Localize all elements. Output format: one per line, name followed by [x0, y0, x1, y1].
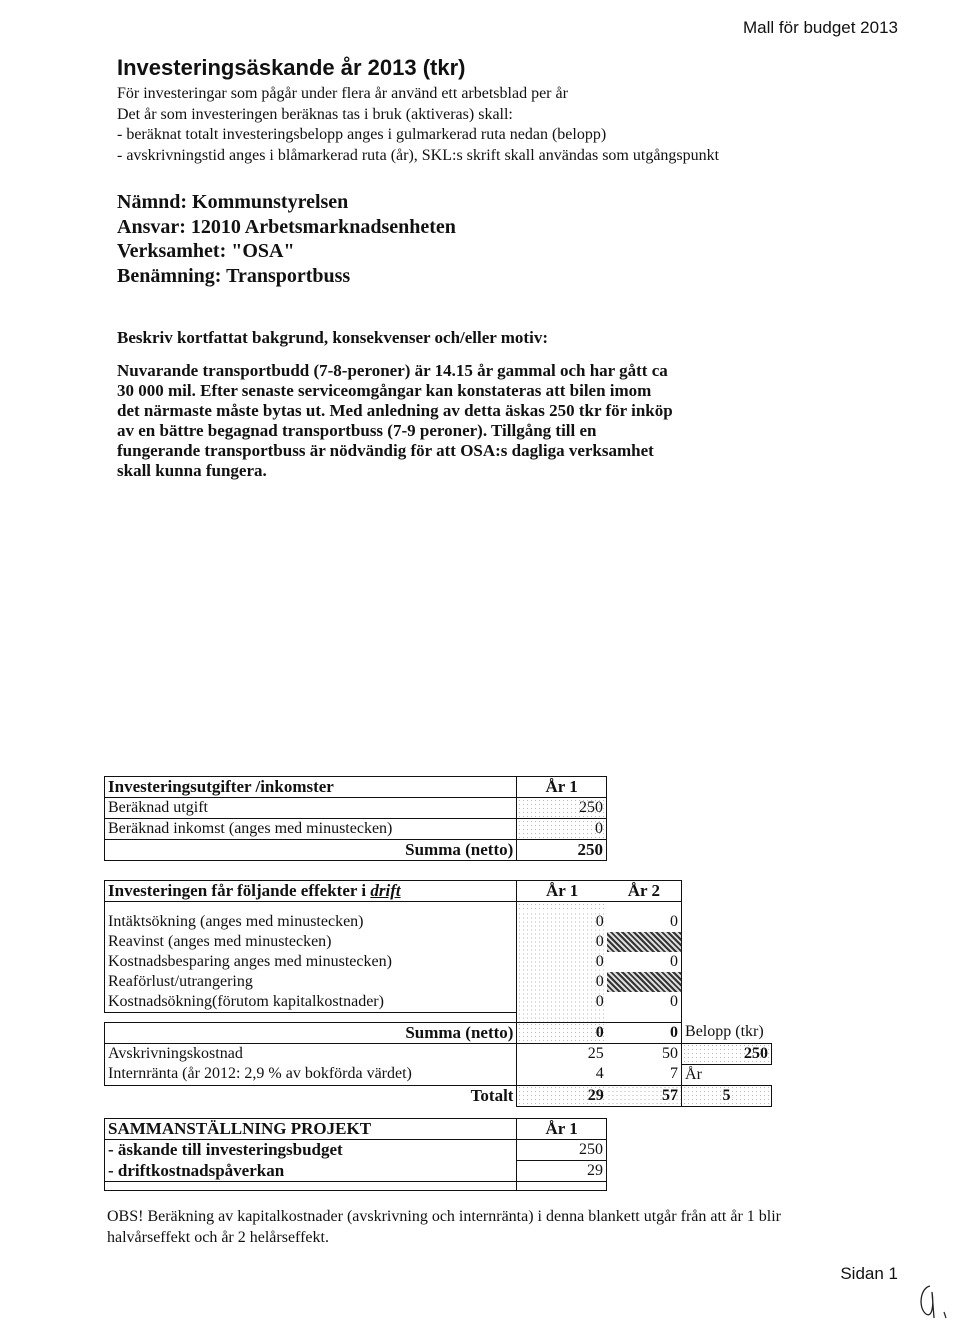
description-line: skall kunna fungera. [117, 461, 267, 480]
effects-sum-y1: 0 [517, 1022, 607, 1043]
effects-header-emph: drift [370, 881, 401, 900]
ansvar-field: Ansvar: 12010 Arbetsmarknadsenheten [117, 215, 456, 238]
description-label: Beskriv kortfattat bakgrund, konsekvenser och/eller motiv: [117, 328, 548, 347]
verksamhet-field: Verksamhet: "OSA" [117, 240, 295, 262]
investment-table [104, 776, 607, 861]
obs-note: OBS! Beräkning av kapitalkostnader (avskrivning och internränta) i denna blankett utgår från att år 1 blir halvårseffekt och år 2 helårseffekt. [107, 1208, 782, 1246]
total-y1: 29 [517, 1085, 607, 1106]
intro-line: - avskrivningstid anges i blåmarkerad ruta (år), SKL:s skrift skall användas som utgångspunkt [117, 146, 720, 164]
template-label: Mall för budget 2013 [743, 18, 898, 37]
effects-year2-header: År 2 [607, 881, 682, 902]
avskrivning-label: Avskrivningskostnad [105, 1043, 517, 1064]
internranta-label: Internränta (år 2012: 2,9 % av bokförda värdet) [105, 1064, 517, 1085]
effects-row-label: Intäktsökning (anges med minustecken) [105, 912, 517, 932]
effects-sum-y2: 0 [607, 1022, 682, 1043]
benamning-field: Benämning: Transportbuss [117, 264, 351, 287]
investment-income-cell[interactable]: 0 [517, 819, 607, 840]
description-line: det närmaste måste bytas ut. Med anledning av detta äskas 250 tkr för inköp [117, 401, 673, 420]
summary-row-value: 29 [517, 1161, 607, 1182]
investment-sum-value: 250 [517, 840, 607, 861]
meta-block [117, 190, 456, 288]
internranta-y1: 4 [517, 1064, 607, 1085]
effects-header-prefix: Investeringen får följande effekter i [108, 881, 371, 900]
summary-row-label: - driftkostnadspåverkan [105, 1161, 517, 1182]
effects-y2-hatched-cell [607, 972, 682, 992]
effects-y1-cell[interactable]: 0 [517, 992, 607, 1013]
summary-year-header: År 1 [517, 1119, 607, 1140]
effects-y1-cell[interactable]: 0 [517, 912, 607, 932]
effects-year1-header: År 1 [517, 881, 607, 902]
description-line: Nuvarande transportbudd (7-8-peroner) är 14.15 år gammal och har gått ca [117, 361, 668, 380]
effects-table [104, 880, 772, 1107]
effects-sum-label: Summa (netto) [105, 1022, 517, 1043]
investment-year-header: År 1 [517, 777, 607, 798]
effects-row-label: Kostnadsbesparing anges med minustecken) [105, 952, 517, 972]
effects-y1-cell[interactable]: 0 [517, 972, 607, 992]
effects-y2-cell[interactable]: 0 [607, 912, 682, 932]
avskrivning-y2: 50 [607, 1043, 682, 1064]
description-line: fungerande transportbuss är nödvändig för att OSA:s dagliga verksamhet [117, 441, 654, 460]
belopp-value[interactable]: 250 [682, 1043, 772, 1064]
effects-y1-cell[interactable]: 0 [517, 932, 607, 952]
effects-y1-cell[interactable]: 0 [517, 952, 607, 972]
page-number: Sidan 1 [840, 1264, 898, 1283]
investment-cost-cell[interactable]: 250 [517, 798, 607, 819]
effects-row-label: Reaförlust/utrangering [105, 972, 517, 992]
internranta-y2: 7 [607, 1064, 682, 1085]
ar-label: År [685, 1065, 702, 1083]
effects-y2-cell[interactable]: 0 [607, 952, 682, 972]
summary-row-label: - äskande till investeringsbudget [105, 1140, 517, 1161]
investment-row-label: Beräknad inkomst (anges med minustecken) [105, 819, 517, 840]
investment-row-label: Beräknad utgift [105, 798, 517, 819]
intro-line: Det år som investeringen beräknas tas i bruk (aktiveras) skall: [117, 105, 513, 123]
summary-row-value: 250 [517, 1140, 607, 1161]
namnd-field: Nämnd: Kommunstyrelsen [117, 191, 349, 213]
avskrivning-y1: 25 [587, 1044, 604, 1062]
total-y2: 57 [607, 1085, 682, 1106]
summary-table [104, 1118, 607, 1191]
summary-header: SAMMANSTÄLLNING PROJEKT [105, 1119, 517, 1140]
effects-row-label: Kostnadsökning(förutom kapitalkostnader) [105, 992, 517, 1013]
effects-header [105, 881, 517, 902]
page-title: Investeringsäskande år 2013 (tkr) [117, 55, 466, 80]
description-line: av en bättre begagnad transportbuss (7-9 peroner). Tillgång till en [117, 421, 597, 440]
effects-y2-cell[interactable]: 0 [607, 992, 682, 1013]
description-text [117, 361, 777, 481]
ar-value[interactable]: 5 [682, 1085, 772, 1106]
description-line: 30 000 mil. Efter senaste serviceomgångar kan konstateras att bilen imom [117, 381, 652, 400]
effects-y2-hatched-cell [607, 932, 682, 952]
total-label: Totalt [105, 1085, 517, 1106]
belopp-label: Belopp (tkr) [685, 1023, 764, 1041]
intro-line: För investeringar som pågår under flera år använd ett arbetsblad per år [117, 85, 568, 102]
investment-header: Investeringsutgifter /inkomster [105, 777, 517, 798]
handwritten-signature [916, 1278, 952, 1322]
intro-text [117, 84, 719, 166]
effects-row-label: Reavinst (anges med minustecken) [105, 932, 517, 952]
investment-sum-label: Summa (netto) [105, 840, 517, 861]
intro-line: - beräknat totalt investeringsbelopp anges i gulmarkerad ruta nedan (belopp) [117, 126, 607, 143]
